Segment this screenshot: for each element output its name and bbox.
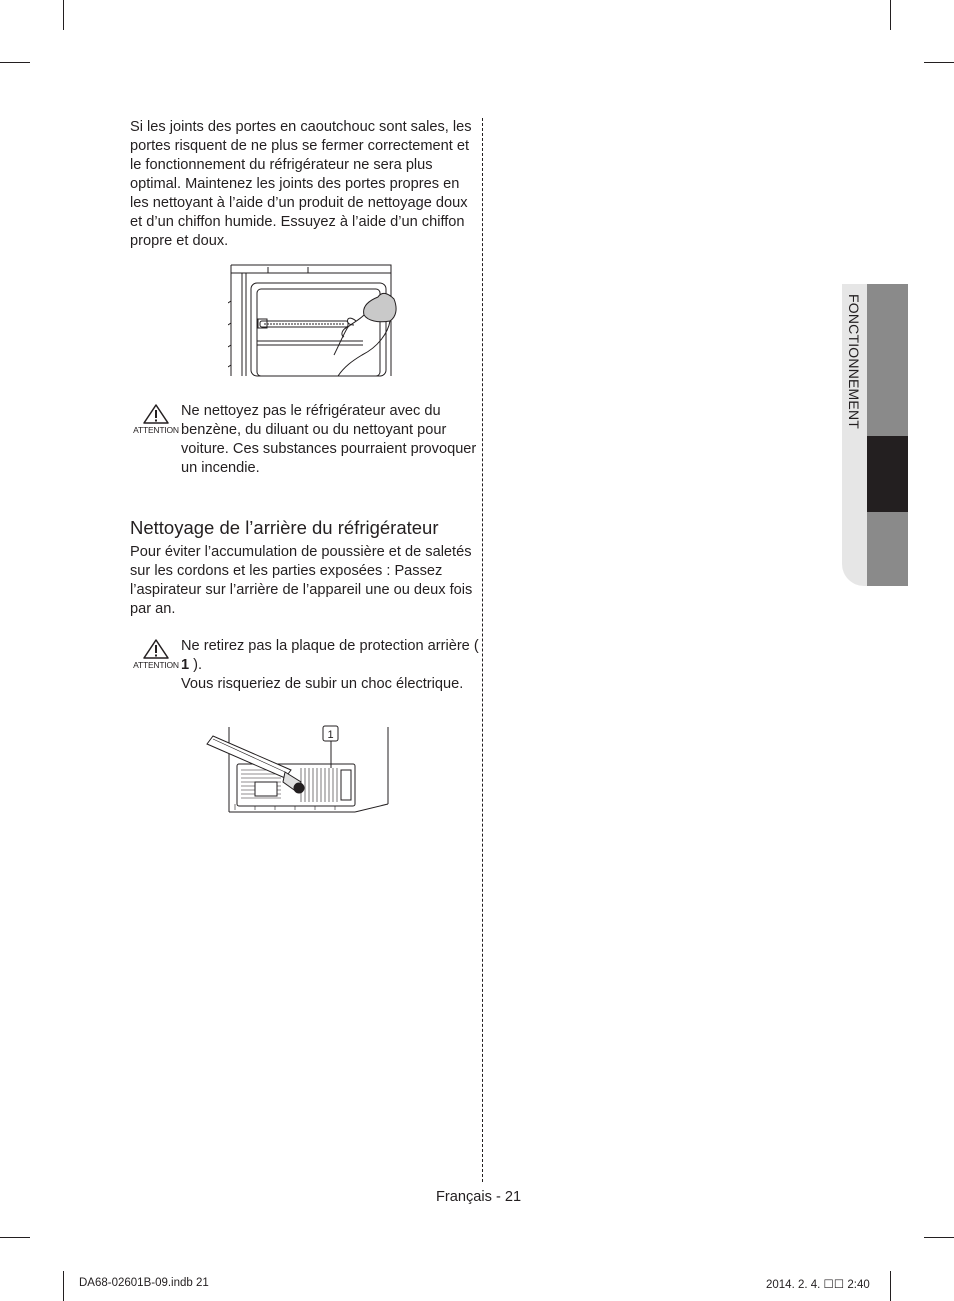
page-number: Français - 21 bbox=[436, 1189, 522, 1205]
protection-plate-warning-text bbox=[181, 637, 481, 694]
section-heading: Nettoyage de l’arrière du réfrigérateur bbox=[130, 517, 439, 538]
column-divider bbox=[482, 118, 483, 1182]
tab-segment bbox=[867, 284, 908, 436]
crop-mark bbox=[63, 1271, 64, 1301]
back-cleaning-paragraph: Pour éviter l’accumulation de poussière et de saletés sur les cordons et les parties exposées : Passez l’aspirateur sur l’arrière de l’appareil une ou deux fois par an. bbox=[130, 544, 473, 617]
tab-segment bbox=[867, 512, 908, 586]
tab-segment-active bbox=[867, 436, 908, 512]
crop-mark bbox=[890, 1271, 891, 1301]
crop-mark bbox=[924, 62, 954, 63]
crop-mark bbox=[0, 1237, 30, 1238]
warning-icon-block bbox=[133, 639, 179, 675]
gasket-cleaning-illustration bbox=[228, 263, 398, 377]
footer-file-name: DA68-02601B-09.indb 21 bbox=[79, 1277, 209, 1289]
warning-icon-block bbox=[133, 404, 179, 440]
crop-mark bbox=[890, 0, 891, 30]
benzene-warning-text: Ne nettoyez pas le réfrigérateur avec du benzène, du diluant ou du nettoyant pour voiture. Ces substances pourraient provoquer un incendie. bbox=[181, 403, 477, 476]
chapter-label: FONCTIONNEMENT bbox=[846, 294, 862, 430]
warning-text-part: Ne retirez pas la plaque de protection arrière ( bbox=[181, 638, 479, 654]
warning-label: ATTENTION bbox=[133, 660, 179, 670]
crop-mark bbox=[0, 62, 30, 63]
callout-reference: 1 bbox=[181, 657, 190, 673]
gasket-cleaning-paragraph: Si les joints des portes en caoutchouc sont sales, les portes risquent de ne plus se fermer correctement et le fonctionnement du réfrigérateur ne sera plus optimal. Maintenez les joints des portes propres en les nettoyant à l’aide d’un produit de nettoyage doux et d’un chiffon humide. Essuyez à l’aide d’un chiffon propre et doux. bbox=[130, 119, 472, 249]
crop-mark bbox=[924, 1237, 954, 1238]
footer-timestamp: 2014. 2. 4. ☐☐ 2:40 bbox=[766, 1279, 870, 1291]
warning-text-part: ). bbox=[189, 657, 203, 673]
callout-number-1: 1 bbox=[327, 729, 334, 741]
warning-label: ATTENTION bbox=[133, 425, 179, 435]
warning-text-part: Vous risqueriez de subir un choc électrique. bbox=[181, 676, 464, 692]
warning-triangle-icon bbox=[143, 639, 169, 659]
warning-triangle-icon bbox=[143, 404, 169, 424]
crop-mark bbox=[63, 0, 64, 30]
back-vacuuming-illustration bbox=[205, 722, 391, 814]
